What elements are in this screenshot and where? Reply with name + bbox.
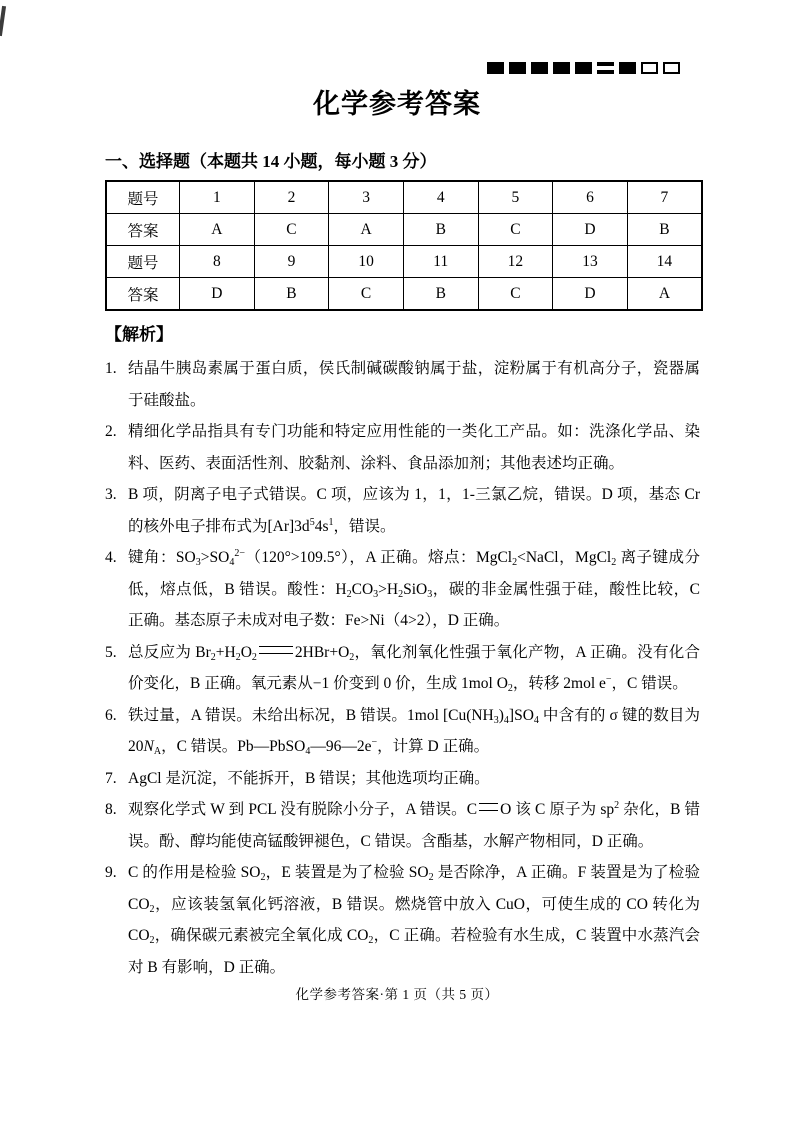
answer-table <box>105 180 703 311</box>
analysis-item <box>105 763 700 795</box>
row-label-cell: 答案 <box>106 214 180 246</box>
answer-cell: 8 <box>180 246 255 278</box>
page-footer: 化学参考答案·第 1 页（共 5 页） <box>295 987 499 1002</box>
analysis-item <box>105 479 700 542</box>
item-text: 总反应为 $Br_2+H_2O_2$ $2HBr+O_2$，氧化剂氧化性强于氧化产物，A 正确。没有化合价变化，B 正确。氧元素从−1 价变到 0 价，生成 1mol $O_2$，转移 2mol e−，C 错误。 <box>128 643 700 694</box>
table-row <box>106 214 702 246</box>
answer-cell: 7 <box>627 181 702 214</box>
item-text: 精细化学品指具有专门功能和特定应用性能的一类化工产品。如：洗涤化学品、染料、医药、表面活性剂、胶黏剂、涂料、食品添加剂；其他表述均正确。 <box>128 423 700 472</box>
row-label-cell: 答案 <box>106 278 180 311</box>
analysis-item <box>105 416 700 479</box>
page-title: 化学参考答案 <box>313 89 481 119</box>
answer-cell: 10 <box>329 246 404 278</box>
analysis-list <box>105 353 700 983</box>
registration-mark-double <box>597 62 614 74</box>
answer-cell: A <box>329 214 404 246</box>
item-number: 1. <box>105 360 117 377</box>
answer-cell: 12 <box>478 246 553 278</box>
answer-cell: 6 <box>553 181 628 214</box>
analysis-item <box>105 637 700 700</box>
answer-cell: 4 <box>403 181 478 214</box>
registration-mark-outline <box>663 62 680 74</box>
row-label-cell: 题号 <box>106 181 180 214</box>
analysis-item <box>105 857 700 983</box>
answer-cell: A <box>180 214 255 246</box>
item-number: 4. <box>105 549 117 566</box>
item-text: 观察化学式 W 到 PCL 没有脱除小分子，A 错误。C O 该 C 原子为 $sp^2$ 杂化，B 错误。酚、醇均能使高锰酸钾褪色，C 错误。含酯基，水解产物相同，D 正确。 <box>128 800 700 850</box>
table-row <box>106 246 702 278</box>
answer-cell: C <box>478 214 553 246</box>
answer-cell: 2 <box>254 181 329 214</box>
item-number: 9. <box>105 864 117 881</box>
registration-mark-outline <box>641 62 658 74</box>
answer-cell: B <box>627 214 702 246</box>
answer-cell: B <box>403 278 478 311</box>
answer-cell: 3 <box>329 181 404 214</box>
scan-artifact <box>0 6 6 36</box>
registration-mark-filled <box>619 62 636 74</box>
item-number: 7. <box>105 769 117 787</box>
analysis-item <box>105 794 700 857</box>
item-number: 8. <box>105 801 117 818</box>
registration-mark-filled <box>531 62 548 74</box>
answer-cell: D <box>553 278 628 311</box>
table-row <box>106 181 702 214</box>
answer-cell: 11 <box>403 246 478 278</box>
item-text: C 的作用是检验 $SO_2$，E 装置是为了检验 $SO_2$ 是否除净，A 正确。F 装置是为了检验 $CO_2$，应该装氢氧化钙溶液，B 错误。燃烧管中放入 CuO，可使生成的 CO 转化为 $CO_2$，确保碳元素被完全氧化成 $CO_2$，C 正确。若检验有水生成，C 装置中水蒸汽会对 B 有影响，D 正确。 <box>128 864 700 976</box>
registration-mark-filled <box>509 62 526 74</box>
registration-mark-filled <box>575 62 592 74</box>
item-number: 6. <box>105 706 117 724</box>
item-number: 2. <box>105 423 117 440</box>
analysis-item <box>105 353 700 416</box>
item-text: B 项，阴离子电子式错误。C 项，应该为 1，1，1-三氯乙烷，错误。D 项，基态 Cr 的核外电子排布式为$[Ar]3d^54s^1$，错误。 <box>128 486 700 535</box>
analysis-item <box>105 700 700 763</box>
item-text: 结晶牛胰岛素属于蛋白质，侯氏制碱碳酸钠属于盐，淀粉属于有机高分子，瓷器属于硅酸盐。 <box>128 360 700 409</box>
answer-cell: B <box>254 278 329 311</box>
print-registration-marks <box>487 62 680 74</box>
registration-mark-filled <box>487 62 504 74</box>
answer-cell: 5 <box>478 181 553 214</box>
item-text: 键角：$SO_3>SO_4^{2-}(120^\circ>109.5^\circ)$，A 正确。熔点：MgCl$_2$<NaCl，MgCl$_2$ 离子键成分低，熔点低，B 错误。酸性：$H_2CO_3>H_2SiO_3$，碳的非金属性强于硅，酸性比较，C 正确。基态原子未成对电子数：Fe>Ni（4>2），D 正确。 <box>128 548 700 629</box>
row-label-cell: 题号 <box>106 246 180 278</box>
item-number: 3. <box>105 486 117 503</box>
answer-cell: C <box>254 214 329 246</box>
answer-cell: B <box>403 214 478 246</box>
item-text: AgCl 是沉淀，不能拆开，B 错误；其他选项均正确。 <box>128 769 490 787</box>
registration-mark-filled <box>553 62 570 74</box>
item-number: 5. <box>105 643 117 661</box>
answer-cell: D <box>553 214 628 246</box>
answer-cell: D <box>180 278 255 311</box>
answer-cell: 1 <box>180 181 255 214</box>
answer-cell: C <box>478 278 553 311</box>
section-heading: 一、选择题（本题共 14 小题，每小题 3 分） <box>105 152 437 171</box>
answer-cell: A <box>627 278 702 311</box>
table-row <box>106 278 702 311</box>
answer-cell: 14 <box>627 246 702 278</box>
answer-cell: C <box>329 278 404 311</box>
item-text: 铁过量，A 错误。未给出标况，B 错误。1mol $[Cu(NH_3)_4]SO_4$ 中含有的 σ 键的数目为 $20N_A$，C 错误。Pb—PbSO$_4$—96—2e−，计算 D 正确。 <box>128 706 700 757</box>
analysis-heading: 【解析】 <box>105 325 173 344</box>
analysis-item <box>105 542 700 637</box>
answer-cell: 13 <box>553 246 628 278</box>
answer-cell: 9 <box>254 246 329 278</box>
